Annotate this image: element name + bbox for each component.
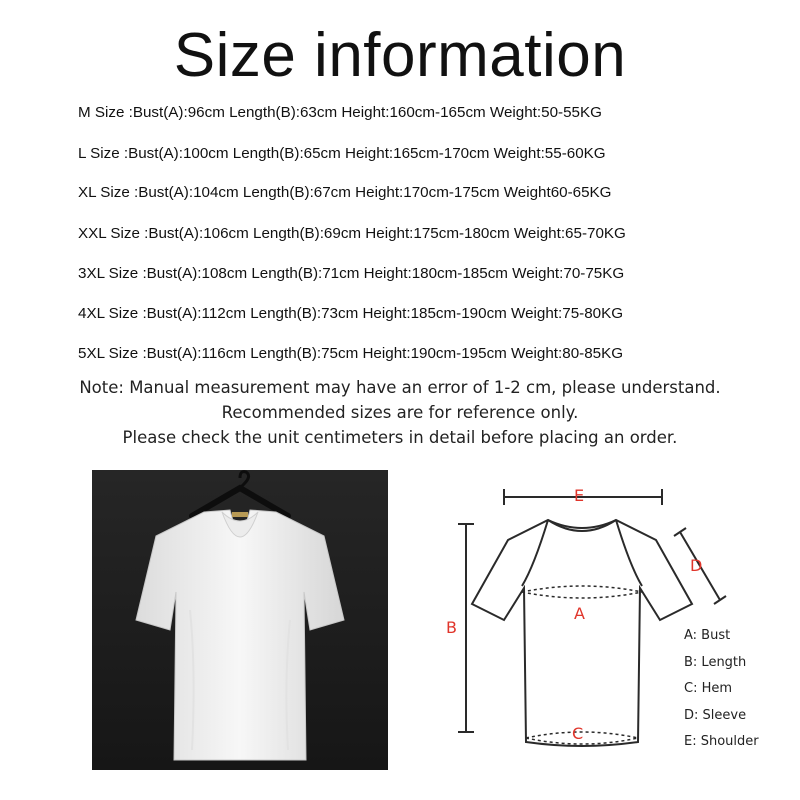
legend-hem: C: Hem: [684, 681, 733, 696]
size-row-xxl: XXL Size :Bust(A):106cm Length(B):69cm Height:175cm-180cm Weight:65-70KG: [78, 225, 626, 242]
note-line-3: Please check the unit centimeters in detail before placing an order.: [122, 428, 678, 447]
legend-bust: A: Bust: [684, 628, 731, 643]
label-a: A: [574, 604, 585, 623]
label-c: C: [572, 724, 584, 743]
size-row-4xl: 4XL Size :Bust(A):112cm Length(B):73cm Height:185cm-190cm Weight:75-80KG: [78, 305, 624, 322]
size-row-m: M Size :Bust(A):96cm Length(B):63cm Height:160cm-165cm Weight:50-55KG: [78, 104, 602, 121]
size-row-xl: XL Size :Bust(A):104cm Length(B):67cm Height:170cm-175cm Weight60-65KG: [78, 184, 612, 201]
tshirt-photo-image: [92, 470, 388, 770]
legend-sleeve: D: Sleeve: [684, 708, 747, 723]
tshirt-outline-diagram: [430, 470, 800, 770]
legend-shoulder: E: Shoulder: [684, 734, 759, 749]
label-d: D: [690, 556, 703, 575]
page-title: Size information: [173, 21, 627, 90]
label-b: B: [446, 618, 457, 637]
note-line-1: Note: Manual measurement may have an error of 1-2 cm, please understand.: [79, 378, 721, 397]
size-row-l: L Size :Bust(A):100cm Length(B):65cm Height:165cm-170cm Weight:55-60KG: [78, 145, 606, 162]
label-e: E: [574, 486, 585, 505]
legend-length: B: Length: [684, 655, 747, 670]
note-line-2: Recommended sizes are for reference only.: [221, 403, 579, 422]
product-photo: [92, 470, 388, 770]
measurement-diagram: [430, 470, 800, 770]
size-row-3xl: 3XL Size :Bust(A):108cm Length(B):71cm Height:180cm-185cm Weight:70-75KG: [78, 265, 625, 282]
size-row-5xl: 5XL Size :Bust(A):116cm Length(B):75cm Height:190cm-195cm Weight:80-85KG: [78, 345, 624, 362]
